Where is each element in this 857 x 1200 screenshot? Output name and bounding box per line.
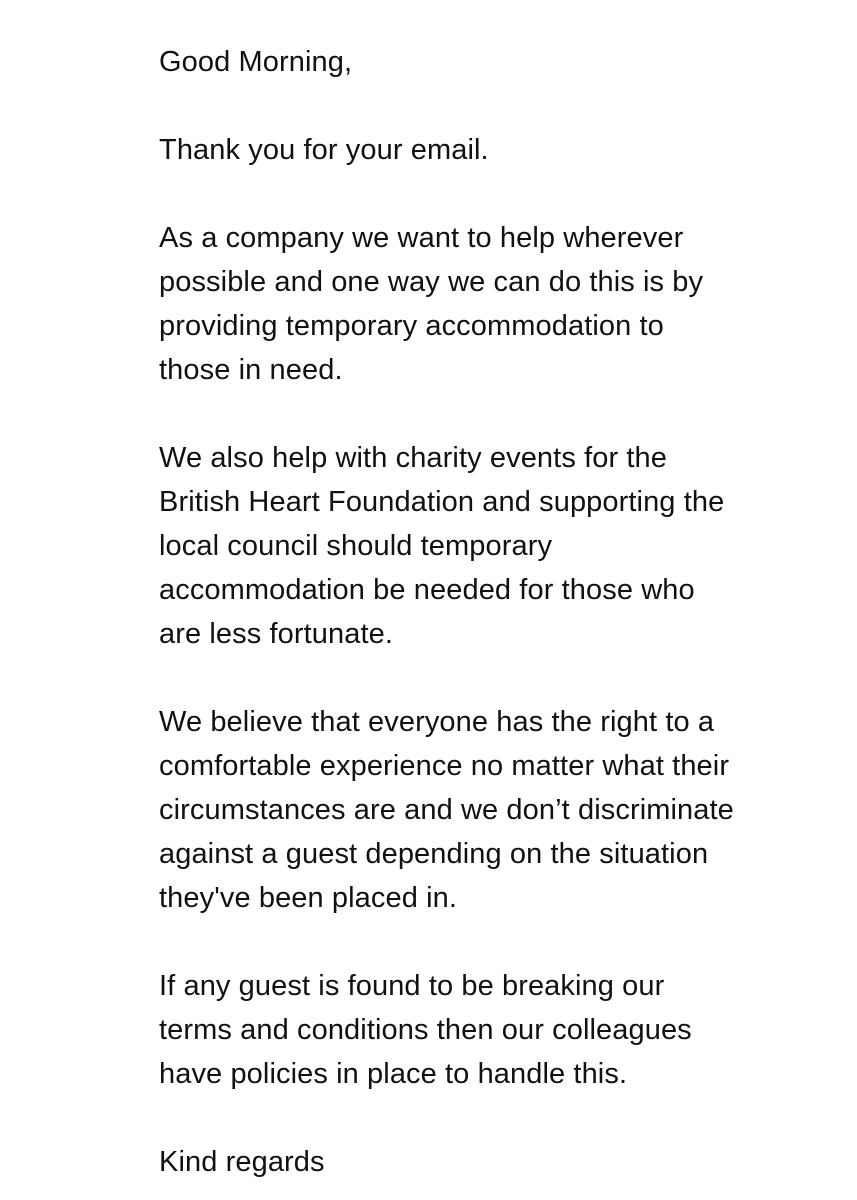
paragraph-line: circumstances are and we don’t discriminate <box>159 794 734 826</box>
paragraph-line: those in need. <box>159 354 343 386</box>
paragraph-line: have policies in place to handle this. <box>159 1058 628 1090</box>
paragraph-line: As a company we want to help wherever <box>159 222 684 254</box>
paragraph-line: they've been placed in. <box>159 882 458 914</box>
paragraph-line: comfortable experience no matter what their <box>159 750 730 782</box>
greeting: Good Morning, <box>159 46 353 78</box>
paragraph-line: terms and conditions then our colleagues <box>159 1014 692 1046</box>
paragraph-line: We believe that everyone has the right to a <box>159 706 715 738</box>
paragraph-line: If any guest is found to be breaking our <box>159 970 665 1002</box>
email-body <box>159 40 849 1184</box>
paragraph-line: providing temporary accommodation to <box>159 310 664 342</box>
paragraph-help <box>159 216 849 392</box>
closing: Kind regards <box>159 1146 325 1178</box>
paragraph-line: accommodation be needed for those who <box>159 574 695 606</box>
thanks-line: Thank you for your email. <box>159 134 489 166</box>
paragraph-line: local council should temporary <box>159 530 553 562</box>
paragraph-line: We also help with charity events for the <box>159 442 667 474</box>
paragraph-charity <box>159 436 849 656</box>
paragraph-belief <box>159 700 849 920</box>
paragraph-line: against a guest depending on the situation <box>159 838 709 870</box>
paragraph-line: are less fortunate. <box>159 618 394 650</box>
paragraph-policies <box>159 964 849 1096</box>
paragraph-line: British Heart Foundation and supporting the <box>159 486 725 518</box>
paragraph-line: possible and one way we can do this is by <box>159 266 704 298</box>
